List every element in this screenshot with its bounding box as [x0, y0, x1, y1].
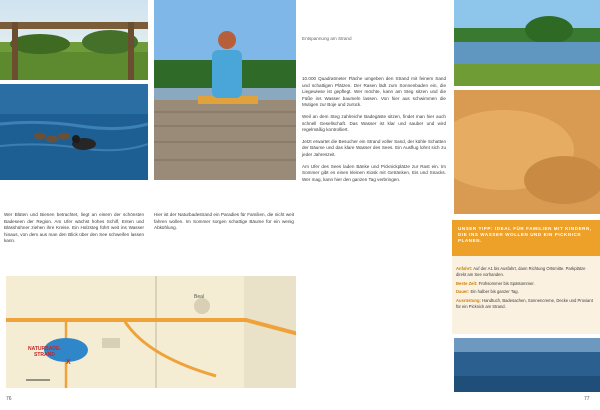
info-list [456, 266, 594, 313]
photo-caption: Entspannung am Strand [302, 36, 352, 41]
left-column-1: Wer Blüten und Bienen betrachtet, liegt an einem der schönsten Badeseen der Region. Am Ufer wächst hohes Schilf, Enten und Blässhühner ziehen ihre Kreise. Ein Holzsteg führt weit ins Wasser hinaus, von dem aus man den Blick über den See schweifen lassen kann. [4, 212, 144, 244]
page-number-right: 77 [584, 396, 590, 402]
info-item: Beste Zeit: Frühsommer bis Spätsommer. [456, 280, 535, 286]
main-text [302, 76, 446, 188]
photo-sand [454, 90, 600, 214]
paragraph: Weil an dem Steg zahlreiche Badegäste sitzen, findet man hier auch schnell Gesellschaft. Das Wasser ist klar und sauber und wird regelmäßig kontrolliert. [302, 113, 446, 133]
paragraph: 10.000 Quadratmeter Fläche umgeben den Strand mit feinem Sand und schattigen Plätzen. Der Rasen lädt zum Sonnenbaden ein, die Liegewiese ist gepflegt. Wer möchte, kann am Steg sitzen und die Füße ins Wasser baumeln lassen. Von hier aus schwimmen die Mutigen zur Boje und zurück. [302, 76, 446, 108]
left-column-2: Hier ist der Naturbadestrand ein Paradies für Familien, die nicht weit fahren wollen. Im Sommer sorgen schattige Bäume für ein wenig Abkühlung. [154, 212, 294, 231]
paragraph: Am Ufer des Sees laden Bänke und Picknickplätze zur Rast ein. Im Sommer gibt es einen kleinen Kiosk mit Getränken, Eis und Snacks. Wer mag, kann hier den ganzen Tag verbringen. [302, 163, 446, 182]
photo-pier-woman [154, 0, 296, 180]
svg-text:Beal: Beal [194, 294, 205, 300]
svg-text:STRAND: STRAND [34, 352, 55, 358]
photo-ducks [0, 84, 148, 180]
info-heading-band [452, 220, 600, 256]
page-number-left: 76 [6, 396, 12, 402]
info-item: Dauer: Ein halber bis ganzer Tag. [456, 289, 519, 295]
map [6, 276, 296, 388]
paragraph: Jetzt erwartet die Besucher ein Strand voller Sand, der kühle Schatten der Bäume und das klare Wasser des Sees. Ein Ausflug lohnt sich zu jeder Jahreszeit. [302, 138, 446, 157]
photo-gate [0, 0, 148, 80]
info-heading: UNSER TIPP: IDEAL FÜR FAMILIEN MIT KINDERN, DIE INS WASSER WOLLEN UND EIN PICKNICK PLANEN. [458, 226, 592, 243]
info-item: Ausrüstung: Handtuch, Badesachen, Sonnencreme, Decke und Proviant für ein Picknick am Strand. [456, 298, 593, 309]
photo-lake-dusk [454, 338, 600, 392]
photo-lake [454, 0, 600, 86]
svg-text:X: X [66, 359, 71, 366]
info-item: Anfahrt: Auf der A1 bis Ausfahrt, dann Richtung Ortsmitte. Parkplätze direkt am See vorhanden. [456, 266, 586, 277]
svg-text:NATURBADE-: NATURBADE- [28, 346, 61, 352]
